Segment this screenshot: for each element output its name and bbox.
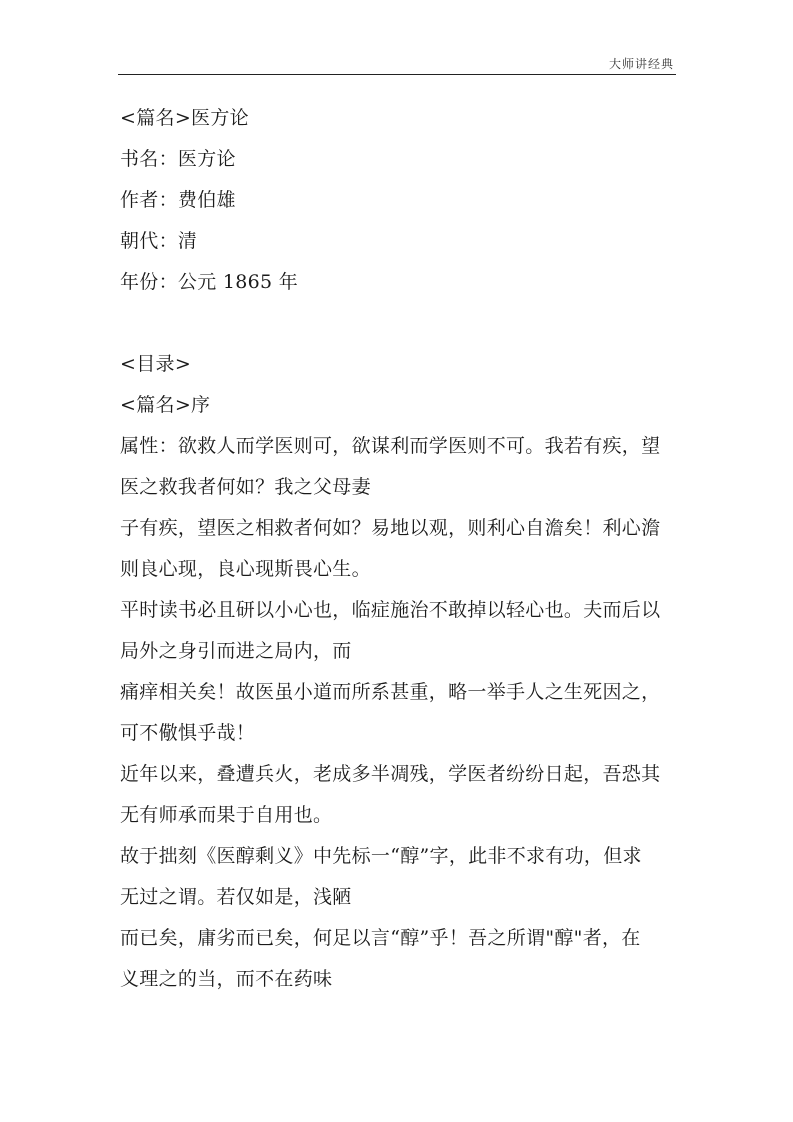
author: 作者：费伯雄 [120, 189, 236, 211]
body-line: 平时读书必且研以小心也，临症施治不敢掉以轻心也。夫而后以 [120, 599, 661, 621]
body-line: 可不儆惧乎哉！ [120, 722, 256, 744]
book-name: 书名：医方论 [120, 148, 236, 170]
toc-tag: <目录> [120, 353, 192, 375]
body-line: 故于拙刻《医醇剩义》中先标一“醇”字，此非不求有功，但求 [120, 845, 642, 867]
year: 年份：公元 1865 年 [120, 271, 299, 293]
body-line: 则良心现，良心现斯畏心生。 [120, 558, 371, 580]
body-line: 而已矣，庸劣而已矣，何足以言“醇”乎！吾之所谓"醇"者，在 [120, 927, 641, 949]
header-title: 大师讲经典 [608, 57, 674, 71]
chapter-tag: <篇名>序 [120, 394, 211, 416]
body-line: 子有疾，望医之相救者何如？易地以观，则利心自澹矣！利心澹 [120, 517, 661, 539]
page-header [118, 52, 676, 75]
blank-line [120, 303, 680, 344]
body-line: 痛痒相关矣！故医虽小道而所系甚重，略一举手人之生死因之， [120, 681, 661, 703]
document-body [120, 98, 680, 1000]
body-line: 无过之谓。若仅如是，浅陋 [120, 886, 352, 908]
body-line: 医之救我者何如？我之父母妻 [120, 476, 371, 498]
body-line: 义理之的当，而不在药味 [120, 968, 333, 990]
body-line: 无有师承而果于自用也。 [120, 804, 333, 826]
section-tag: <篇名>医方论 [120, 107, 249, 129]
body-line: 近年以来，叠遭兵火，老成多半凋残，学医者纷纷日起，吾恐其 [120, 763, 661, 785]
body-line: 局外之身引而进之局内，而 [120, 640, 352, 662]
dynasty: 朝代：清 [120, 230, 198, 252]
body-line: 属性：欲救人而学医则可，欲谋利而学医则不可。我若有疾，望 [120, 435, 661, 457]
